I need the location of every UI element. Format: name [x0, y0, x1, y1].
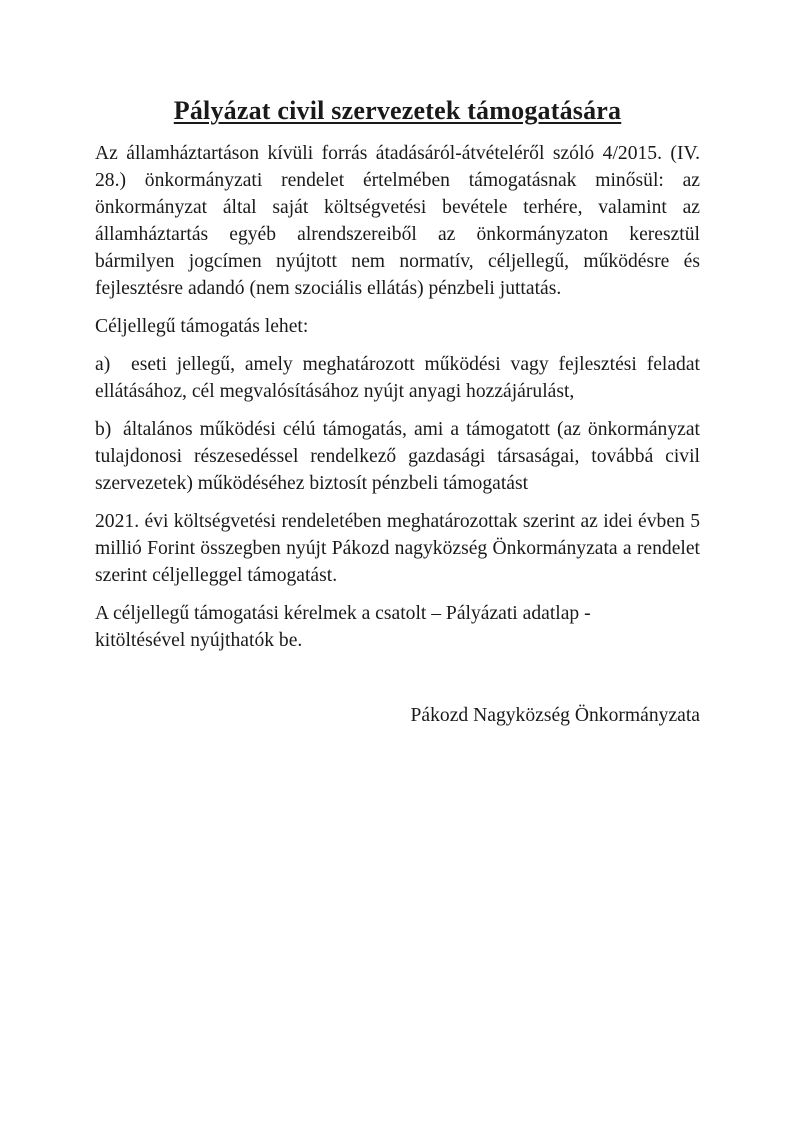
list-item-a — [95, 351, 700, 405]
document-page — [95, 94, 700, 729]
budget-paragraph: 2021. évi költségvetési rendeletében meghatározottak szerint az idei évben 5 millió Forint összegben nyújt Pákozd nagyközség Önkormányzata a rendelet szerint céljelleggel támogatást. — [95, 511, 700, 586]
list-item-b — [95, 416, 700, 497]
list-heading: Céljellegű támogatás lehet: — [95, 316, 309, 337]
list-marker: a) — [95, 354, 111, 375]
list-item-text: eseti jellegű, amely meghatározott működési vagy fejlesztési feladat ellátásához, cél megvalósításához nyújt anyagi hozzájárulást, — [95, 354, 700, 402]
application-paragraph — [95, 600, 700, 654]
list-item-text: általános működési célú támogatás, ami a támogatott (az önkormányzat tulajdonosi részesedéssel rendelkező gazdasági társaságai, továbbá civil szervezetek) működéséhez biztosít pénzbeli támogatást — [95, 419, 700, 494]
application-line-2: kitöltésével nyújthatók be. — [95, 630, 303, 651]
application-line-1: A céljellegű támogatási kérelmek a csatolt – Pályázati adatlap - — [95, 603, 591, 624]
document-title: Pályázat civil szervezetek támogatására — [173, 96, 622, 125]
intro-paragraph: Az államháztartáson kívüli forrás átadásáról-átvételéről szóló 4/2015. (IV. 28.) önkormányzati rendelet értelmében támogatásnak minősül: az önkormányzat által saját költségvetési bevétele terhére, valamint az államháztartás egyéb alrendszereiből az önkormányzaton keresztül bármilyen jogcímen nyújtott nem normatív, céljellegű, működésre és fejlesztésre adandó (nem szociális ellátás) pénzbeli juttatás. — [95, 143, 700, 299]
signature: Pákozd Nagyközség Önkormányzata — [410, 705, 700, 726]
list-marker: b) — [95, 419, 112, 440]
